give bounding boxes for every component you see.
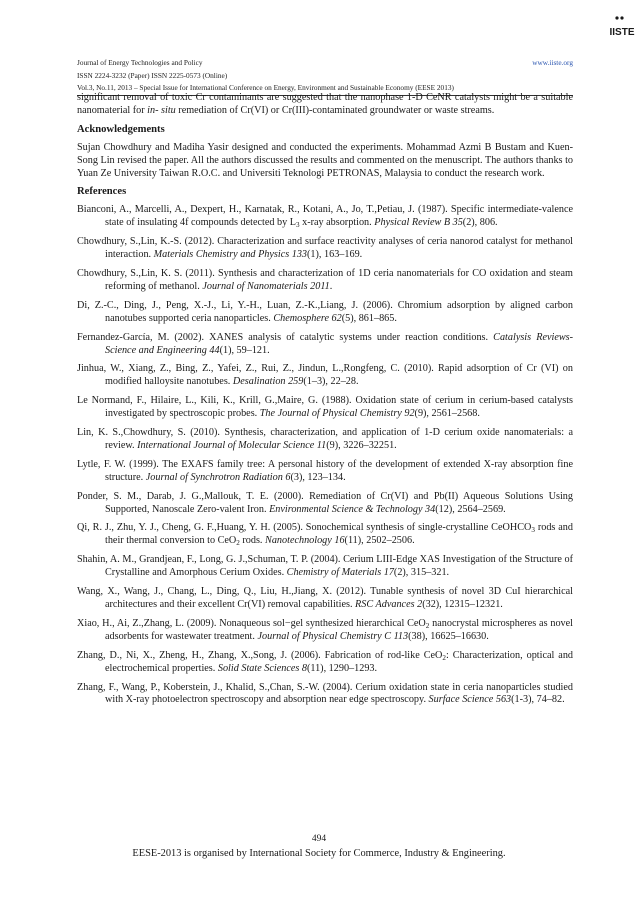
reference-item xyxy=(77,491,573,517)
italic-text: International Journal of Molecular Science 11 xyxy=(137,439,327,451)
italic-text: Environmental Science & Technology 34 xyxy=(269,503,436,515)
text-run: (12), 2564–2569. xyxy=(435,503,506,515)
italic-text: The Journal of Physical Chemistry 92 xyxy=(259,408,415,420)
italic-text: RSC Advances 2 xyxy=(355,599,423,610)
reference-item xyxy=(77,236,573,262)
reference-item xyxy=(77,300,573,326)
subscript-text: 2 xyxy=(236,539,240,548)
text-run: Le Normand, F., Hilaire, L., Kili, K., Krill, G.,Maire, G. (1988). Oxidation state of cerium in cerium-based catalysts investigated by spectroscopic probes. xyxy=(77,395,573,420)
text-run: (2), 806. xyxy=(462,217,498,229)
subscript-text: 2 xyxy=(442,653,446,662)
footer-organiser: EESE-2013 is organised by International Society for Commerce, Industry & Engineering. xyxy=(132,848,506,859)
text-run: Shahin, A. M., Grandjean, F., Long, G. J.,Schuman, T. P. (2004). Cerium LIII-Edge XAS Investigation of the Structure of Crystalline and Amorphous Cerium Oxides. xyxy=(77,554,573,579)
text-run: remediation of Cr(VI) or Cr(III)-contaminated groundwater or waste streams. xyxy=(175,104,495,116)
page-content xyxy=(77,92,573,713)
text-run: Wang, X., Wang, J., Chang, L., Ding, Q., Liu, H.,Jiang, X. (2012). Tunable synthesis of novel 3D CuI hierarchical architectures and their excellent Cr(VI) removal capabilities. xyxy=(77,586,573,610)
text-run: Xiao, H., Ai, Z.,Zhang, L. (2009). Nonaqueous sol−gel synthesized hierarchical CeO xyxy=(77,617,426,629)
italic-text: Physical Review B 35 xyxy=(374,217,463,229)
subscript-text: 3 xyxy=(295,221,300,230)
reference-item xyxy=(77,682,573,708)
text-run: Ponder, S. M., Darab, J. G.,Mallouk, T. E. (2000). Remediation of Cr(VI) and Pb(II) Aqueous Solutions Using Supported, Nanoscale Zero-valent Iron. xyxy=(77,490,573,515)
text-run: (1-3), 74–82. xyxy=(511,694,565,706)
page-number: 494 xyxy=(311,834,327,844)
reference-item xyxy=(77,363,573,389)
journal-url-link[interactable]: www.iiste.org xyxy=(532,58,573,67)
text-run: (3), 123–134. xyxy=(290,471,346,483)
reference-list xyxy=(77,204,573,707)
italic-text: Desalination 259 xyxy=(232,376,304,388)
reference-item xyxy=(77,586,573,612)
italic-text: Chemosphere 62 xyxy=(273,312,342,324)
text-run: (11), 2502–2506. xyxy=(344,535,415,547)
italic-text: in- situ xyxy=(147,104,176,116)
subscript-text: 2 xyxy=(425,621,430,630)
acknowledgements-text: Sujan Chowdhury and Madiha Yasir designed and conducted the experiments. Mohammad Azmi B Bustam and Kuen-Song Lin revised the paper. All the authors discussed the results and commented on the menuscript. The authors thanks to Yuan Ze University Taiwan R.O.C. and Universiti Teknologi PETRONAS, Malaysia to conduct the research work. xyxy=(77,141,573,179)
text-run: (1), 59–121. xyxy=(219,344,270,356)
italic-text: Journal of Nanomaterials 2011 xyxy=(202,280,330,292)
text-run: . xyxy=(329,280,333,292)
italic-text: Catalysis Reviews-Science and Engineering 44 xyxy=(105,331,573,356)
reference-item xyxy=(77,204,573,230)
logo-text: IISTE xyxy=(609,27,635,38)
text-run: Zhang, F., Wang, P., Koberstein, J., Khalid, S.,Chan, S.-W. (2004). Cerium oxidation state in ceria nanoparticles studied with X-ray photoelectron spectroscopy and absorption near edge spectroscopy. xyxy=(77,681,573,706)
text-run: Bianconi, A., Marcelli, A., Dexpert, H., Karnatak, R., Kotani, A., Jo, T.,Petiau, J. (1987). Specific intermediate-valence state of insulating 4f compounds detected by L xyxy=(77,204,573,229)
reference-item xyxy=(77,459,573,485)
text-run: (32), 12315–12321. xyxy=(422,599,503,610)
text-run: (38), 16625–16630. xyxy=(408,630,489,642)
page-header xyxy=(77,57,573,95)
text-run: rods. xyxy=(239,535,266,547)
references-heading: References xyxy=(77,186,127,198)
text-run: Chowdhury, S.,Lin, K. S. (2011). Synthesis and characterization of 1D ceria nanomaterials for CO oxidation and steam reforming of methanol. xyxy=(77,267,573,292)
text-run: Jinhua, W., Xiang, Z., Bing, Z., Yafei, Z., Rui, Z., Jindun, L.,Rongfeng, C. (2010). Rapid adsorption of Cr (VI) on modified halloysite nanotubes. xyxy=(77,363,573,388)
reference-item xyxy=(77,522,573,548)
volume-line: Vol.3, No.11, 2013 – Special Issue for International Conference on Energy, Environment and Sustainable Economy (EESE 2013) xyxy=(77,83,454,93)
text-run: significant removal of toxic Cr contaminants are suggested that the nanophase 1-D CeNR catalysts might be a suitable nanomaterial for xyxy=(77,92,573,116)
text-run: (9), 3226–32251. xyxy=(326,439,397,451)
italic-text: Materials Chemistry and Physics 133 xyxy=(153,249,308,261)
text-run: nanocrystal microspheres as novel adsorbents for wastewater treatment. xyxy=(105,617,573,642)
reference-item xyxy=(77,618,573,644)
text-run: Lytle, F. W. (1999). The EXAFS family tree: A personal history of the development of extended X-ray absorption fine structure. xyxy=(77,458,573,483)
text-run: (1–3), 22–28. xyxy=(303,376,359,388)
acknowledgements-heading: Acknowledgements xyxy=(77,123,165,135)
text-run: Zhang, D., Ni, X., Zheng, H., Zhang, X.,Song, J. (2006). Fabrication of rod-like CeO xyxy=(77,649,443,661)
iiste-logo xyxy=(608,15,636,39)
subscript-text: 3 xyxy=(531,526,535,535)
journal-title: Journal of Energy Technologies and Policy xyxy=(77,58,203,67)
reference-item xyxy=(77,332,573,358)
text-run: (9), 2561–2568. xyxy=(414,408,480,420)
italic-text: Chemistry of Materials 17 xyxy=(286,567,394,579)
reference-item xyxy=(77,395,573,421)
text-run: Lin, K. S.,Chowdhury, S. (2010). Synthesis, characterization, and application of 1-D cerium oxide nanomaterials: a review. xyxy=(77,427,573,451)
issn-line: ISSN 2224-3232 (Paper) ISSN 2225-0573 (Online) xyxy=(77,70,228,80)
intro-paragraph xyxy=(77,92,573,118)
journal-row xyxy=(77,57,573,70)
italic-text: Surface Science 563 xyxy=(428,694,512,706)
text-run: (2), 315–321. xyxy=(393,567,450,579)
italic-text: Journal of Physical Chemistry C 113 xyxy=(257,630,409,642)
reference-item xyxy=(77,554,573,580)
text-run: (5), 861–865. xyxy=(341,312,397,324)
text-run: (11), 1290–1293. xyxy=(306,662,378,674)
text-run: x-ray absorption. xyxy=(299,217,375,229)
italic-text: Journal of Synchrotron Radiation 6 xyxy=(145,471,291,483)
reference-item xyxy=(77,268,573,294)
text-run: rods and their thermal conversion to CeO xyxy=(105,522,573,547)
text-run: Di, Z.-C., Ding, J., Peng, X.-J., Li, Y.-H., Luan, Z.-K.,Liang, J. (2006). Chromium adsorption by aligned carbon nanotubes supported ceria nanoparticles. xyxy=(77,299,573,324)
text-run: Fernandez-García, M. (2002). XANES analysis of catalytic systems under reaction conditions. xyxy=(77,331,494,343)
reference-item xyxy=(77,650,573,676)
text-run: (1), 163–169. xyxy=(307,249,363,261)
italic-text: Solid State Sciences 8 xyxy=(217,662,307,674)
italic-text: Nanotechnology 16 xyxy=(265,535,345,547)
text-run: Qi, R. J., Zhu, Y. J., Cheng, G. F.,Huang, Y. H. (2005). Sonochemical synthesis of single-crystalline CeOHCO xyxy=(77,522,532,534)
text-run: Chowdhury, S.,Lin, K.-S. (2012). Characterization and surface reactivity analyses of ceria nanorod catalyst for methanol interaction. xyxy=(77,236,573,261)
reference-item xyxy=(77,427,573,453)
text-run: : Characterization, optical and electrochemical properties. xyxy=(105,649,574,674)
